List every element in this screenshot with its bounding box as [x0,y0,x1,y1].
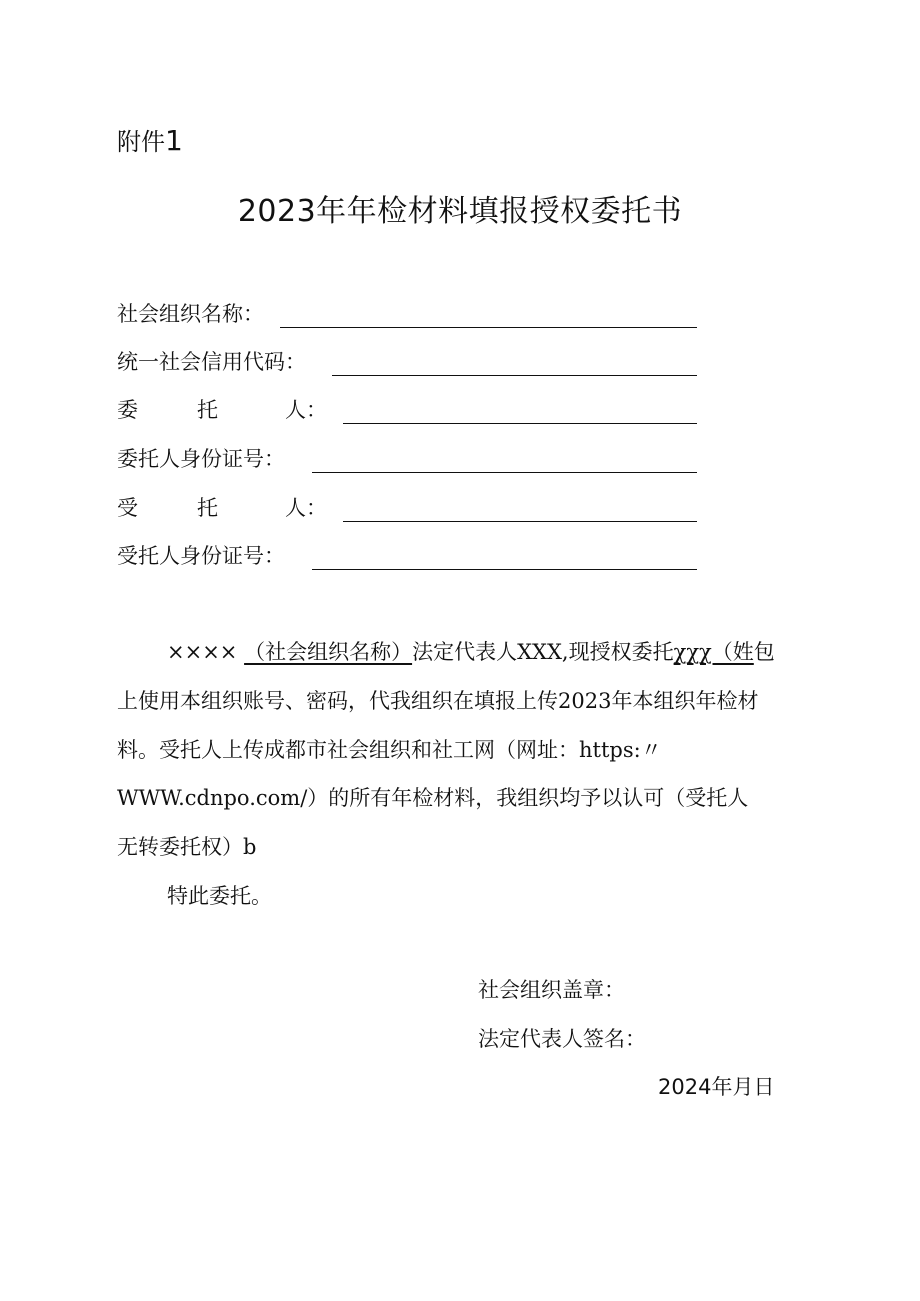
legal-rep-signature-label: 法定代表人签名： [478,1027,646,1051]
body-org-name-hint: （社会组织名称） [244,640,413,664]
body-agent-name-hint: χχχ（姓 [673,640,754,664]
body-legal-rep-text: 法定代表人XXX,现授权委托 [412,640,674,664]
field-agent-label-1: 受 [117,496,138,520]
field-org-name-line[interactable] [280,327,697,328]
field-principal [117,394,697,428]
field-agent-line[interactable] [343,521,697,522]
body-line-5: 无转委托权）b [117,835,257,859]
body-line-2: 上使用本组织账号、密码，代我组织在填报上传2023年本组织年检材 [117,689,759,713]
body-line-4: WWW.cdnpo.com/）的所有年检材料，我组织均予以认可（受托人 [117,786,749,810]
attachment-label [117,122,183,157]
field-org-name [117,298,697,332]
field-credit-code-label: 统一社会信用代码： [117,350,306,374]
field-agent-label-2: 托 [197,496,218,520]
attachment-label-text: 附件 [117,128,165,156]
field-principal-id-line[interactable] [312,472,697,473]
field-credit-code [117,346,697,380]
field-principal-line[interactable] [343,423,697,424]
seal-label: 社会组织盖章： [478,978,625,1002]
body-org-placeholder: ×××× [167,640,238,664]
field-principal-label-1: 委 [117,398,138,422]
field-principal-label-2: 托 [197,398,218,422]
date-line: 2024年月日 [658,1075,775,1099]
field-agent-id-label: 受托人身份证号： [117,544,285,568]
field-principal-label-3: 人： [285,398,327,422]
attachment-number: 1 [165,124,183,157]
body-line-1 [167,636,867,666]
body-line-1-end: 包 [753,640,775,664]
document-title: 2023年年检材料填报授权委托书 [237,194,683,229]
field-agent [117,492,697,526]
field-principal-id-label: 委托人身份证号： [117,447,285,471]
body-line-3: 料。受托人上传成都市社会组织和社工网（网址：https:〃 [117,738,662,762]
field-agent-label-3: 人： [285,496,327,520]
field-agent-id [117,540,697,574]
body-closing: 特此委托。 [167,884,272,908]
field-agent-id-line[interactable] [312,569,697,570]
field-credit-code-line[interactable] [332,375,697,376]
field-org-name-label: 社会组织名称： [117,302,264,326]
field-principal-id [117,443,697,477]
